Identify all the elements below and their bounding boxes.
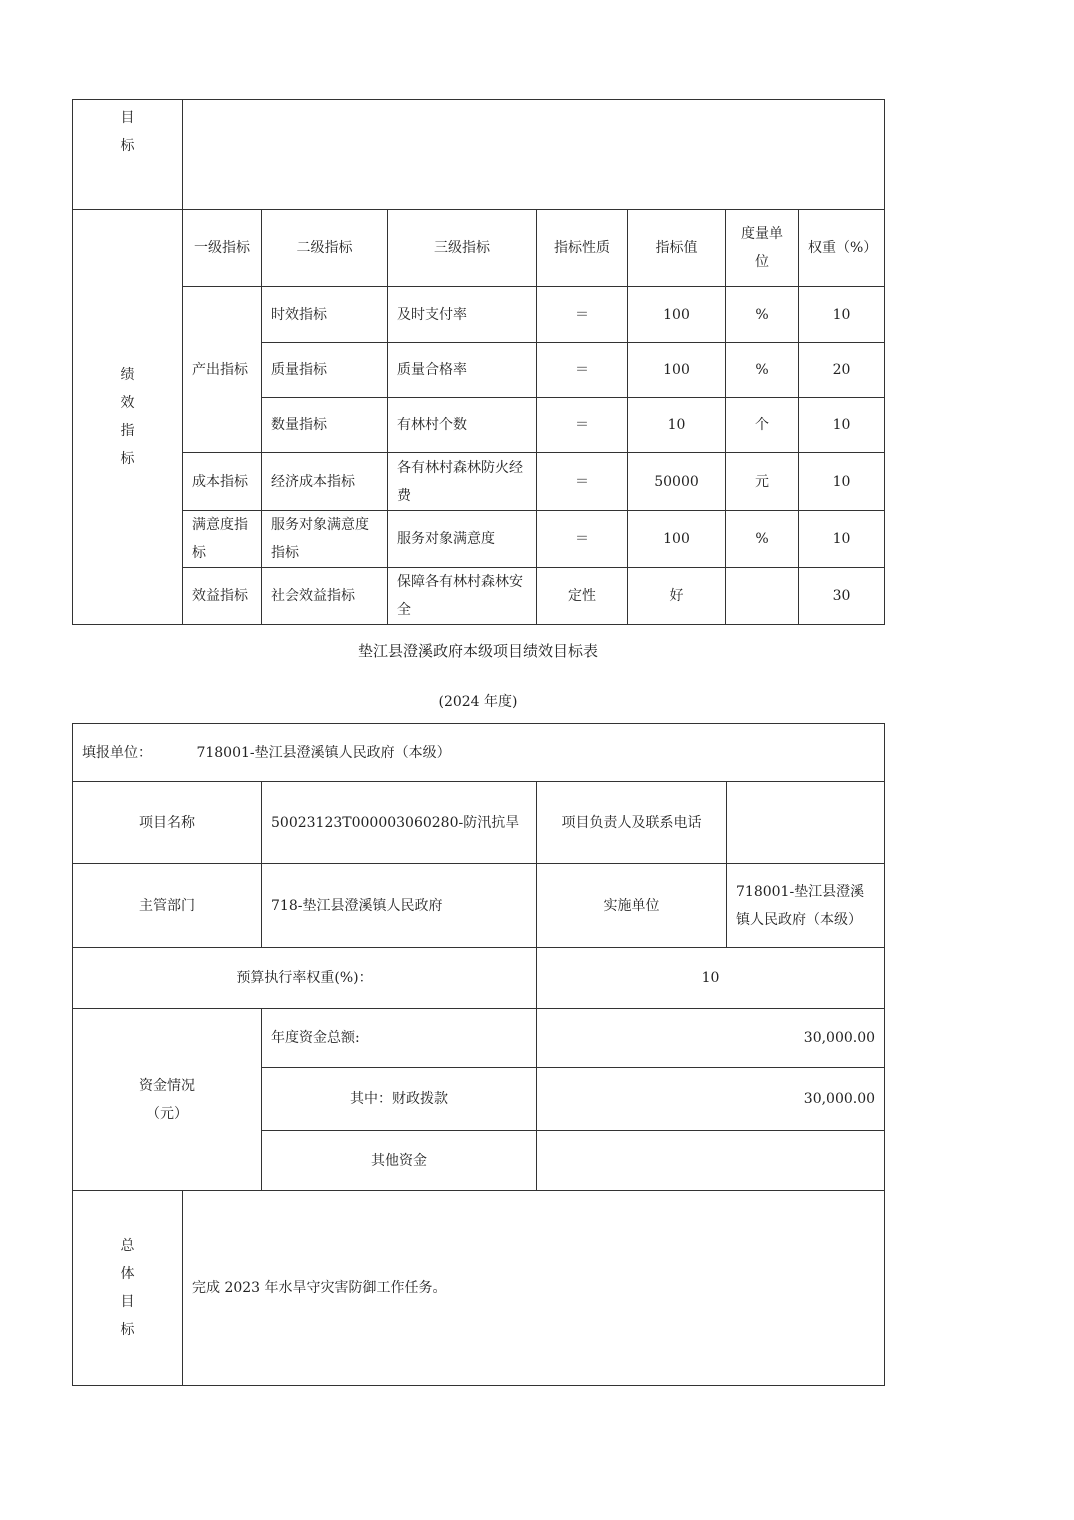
unit-cell: 元 bbox=[726, 453, 799, 511]
header-level3: 三级指标 bbox=[388, 210, 537, 287]
header-unit: 度量单位 bbox=[726, 210, 799, 287]
annual-total-value: 30,000.00 bbox=[537, 1009, 885, 1068]
overall-goal-label: 总 体 目 标 bbox=[73, 1191, 183, 1386]
page-title: 垫江县澄溪政府本级项目绩效目标表 bbox=[357, 642, 598, 660]
goal-text bbox=[183, 100, 885, 210]
reporting-unit bbox=[73, 724, 885, 782]
level1-cell: 成本指标 bbox=[183, 453, 262, 511]
unit-cell: 个 bbox=[726, 398, 799, 453]
nature-cell: ＝ bbox=[537, 453, 628, 511]
level2-cell: 时效指标 bbox=[262, 287, 388, 343]
reporting-unit-value: 718001-垫江县澄溪镇人民政府（本级） bbox=[196, 744, 451, 761]
value-cell: 100 bbox=[628, 511, 726, 568]
project-name-value: 50023123T000003060280-防汛抗旱 bbox=[262, 782, 537, 864]
weight-cell: 10 bbox=[799, 511, 885, 568]
budget-rate-label: 预算执行率权重(%)： bbox=[73, 948, 537, 1009]
header-nature: 指标性质 bbox=[537, 210, 628, 287]
level1-cell: 满意度指标 bbox=[183, 511, 262, 568]
year-label: (2024 年度) bbox=[438, 694, 518, 710]
weight-cell: 20 bbox=[799, 343, 885, 398]
unit-cell: % bbox=[726, 287, 799, 343]
nature-cell: ＝ bbox=[537, 343, 628, 398]
other-funds-label: 其他资金 bbox=[262, 1131, 537, 1191]
level2-cell: 社会效益指标 bbox=[262, 568, 388, 625]
weight-cell: 30 bbox=[799, 568, 885, 625]
level1-cell: 产出指标 bbox=[183, 287, 262, 453]
impl-value: 718001-垫江县澄溪镇人民政府（本级） bbox=[727, 864, 885, 948]
header-level2: 二级指标 bbox=[262, 210, 388, 287]
impl-label: 实施单位 bbox=[537, 864, 727, 948]
funds-label-line1: 资金情况 bbox=[139, 1077, 195, 1094]
nature-cell: ＝ bbox=[537, 398, 628, 453]
level2-cell: 质量指标 bbox=[262, 343, 388, 398]
table-row bbox=[73, 568, 885, 625]
level3-cell: 保障各有林村森林安全 bbox=[388, 568, 537, 625]
project-name-label: 项目名称 bbox=[73, 782, 262, 864]
unit-cell: % bbox=[726, 343, 799, 398]
header-weight: 权重（%） bbox=[799, 210, 885, 287]
budget-rate-value: 10 bbox=[537, 948, 885, 1009]
table-row bbox=[73, 511, 885, 568]
unit-cell bbox=[726, 568, 799, 625]
header-value: 指标值 bbox=[628, 210, 726, 287]
table-row bbox=[73, 453, 885, 511]
manager-value bbox=[727, 782, 885, 864]
value-cell: 50000 bbox=[628, 453, 726, 511]
fiscal-label: 其中：财政拨款 bbox=[262, 1068, 537, 1131]
manager-label: 项目负责人及联系电话 bbox=[537, 782, 727, 864]
value-cell: 100 bbox=[628, 343, 726, 398]
dept-value: 718-垫江县澄溪镇人民政府 bbox=[262, 864, 537, 948]
reporting-unit-label: 填报单位： bbox=[82, 744, 152, 761]
value-cell: 10 bbox=[628, 398, 726, 453]
unit-cell: % bbox=[726, 511, 799, 568]
performance-table bbox=[72, 99, 885, 625]
value-cell: 好 bbox=[628, 568, 726, 625]
level3-cell: 各有林村森林防火经费 bbox=[388, 453, 537, 511]
header-level1: 一级指标 bbox=[183, 210, 262, 287]
level1-cell: 效益指标 bbox=[183, 568, 262, 625]
other-funds-value bbox=[537, 1131, 885, 1191]
level3-cell: 质量合格率 bbox=[388, 343, 537, 398]
weight-cell: 10 bbox=[799, 287, 885, 343]
funds-label-line2: （元） bbox=[146, 1105, 188, 1122]
value-cell: 100 bbox=[628, 287, 726, 343]
goal-label: 目 标 bbox=[73, 100, 183, 210]
level3-cell: 服务对象满意度 bbox=[388, 511, 537, 568]
weight-cell: 10 bbox=[799, 453, 885, 511]
weight-cell: 10 bbox=[799, 398, 885, 453]
overall-goal-text: 完成 2023 年水旱守灾害防御工作任务。 bbox=[183, 1191, 885, 1386]
funds-label bbox=[73, 1009, 262, 1191]
nature-cell: 定性 bbox=[537, 568, 628, 625]
perf-indicator-label: 绩 效 指 标 bbox=[73, 210, 183, 625]
fiscal-value: 30,000.00 bbox=[537, 1068, 885, 1131]
level2-cell: 经济成本指标 bbox=[262, 453, 388, 511]
nature-cell: ＝ bbox=[537, 287, 628, 343]
level3-cell: 有林村个数 bbox=[388, 398, 537, 453]
nature-cell: ＝ bbox=[537, 511, 628, 568]
level2-cell: 服务对象满意度指标 bbox=[262, 511, 388, 568]
level3-cell: 及时支付率 bbox=[388, 287, 537, 343]
project-info-table bbox=[72, 723, 885, 1386]
dept-label: 主管部门 bbox=[73, 864, 262, 948]
table-row bbox=[73, 287, 885, 343]
annual-total-label: 年度资金总额: bbox=[262, 1009, 537, 1068]
level2-cell: 数量指标 bbox=[262, 398, 388, 453]
